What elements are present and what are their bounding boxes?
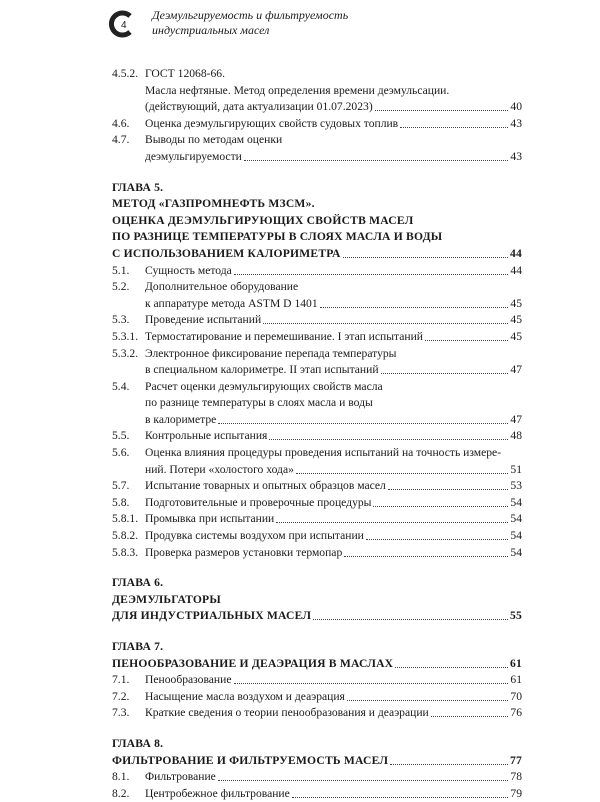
toc-leader-dots: [234, 263, 509, 275]
toc-entry-number: 5.8.1.: [112, 512, 139, 526]
toc-entry-title: Расчет оценки деэмульгирующих свойств масла: [145, 379, 383, 393]
toc-entry-title: Испытание товарных и опытных образцов масел: [145, 479, 386, 493]
toc-entry-line: [112, 428, 522, 445]
toc-page-number: 45: [510, 296, 522, 310]
spacer: [112, 166, 522, 180]
toc-entry-text: [145, 462, 522, 478]
chapter-page-number: 55: [510, 609, 522, 623]
chapter-title-text: [112, 608, 522, 624]
toc-entry-line: [112, 279, 522, 296]
toc-entry-number: 4.7.: [112, 133, 130, 147]
toc-entry-line: [112, 83, 522, 100]
toc-entry-text: [145, 786, 522, 802]
toc-entry-number: 7.3.: [112, 706, 130, 720]
toc-entry-text: [145, 412, 522, 428]
chapter-title-text: [112, 753, 522, 769]
chapter-label: [112, 736, 522, 753]
toc-entry-title: ний. Потери «холостого хода»: [145, 462, 294, 476]
toc-page-number: 43: [510, 116, 522, 130]
toc-entry-number: 7.1.: [112, 673, 130, 687]
chapter-page-number: 77: [510, 753, 522, 767]
toc-leader-dots: [263, 312, 508, 324]
toc-leader-dots: [381, 362, 509, 374]
toc-leader-dots: [400, 116, 508, 128]
chapter-title-line: [112, 656, 522, 673]
toc-entry-title: Подготовительные и проверочные процедуры: [145, 495, 372, 509]
toc-entry-number: 5.7.: [112, 479, 130, 493]
toc-leader-dots: [234, 672, 509, 684]
toc-entry-number: 5.4.: [112, 379, 130, 393]
toc-page-number: 61: [510, 673, 522, 687]
toc-entry-title: деэмульгируемости: [145, 149, 242, 163]
toc-page-number: 54: [510, 529, 522, 543]
toc-entry-line: [112, 263, 522, 280]
chapter-title-text: [112, 229, 522, 245]
toc-entry-title: Оценка влияния процедуры проведения испытаний на точность измере-: [145, 446, 502, 460]
toc-entry-line: [112, 66, 522, 83]
toc-entry-title: Продувка системы воздухом при испытании: [145, 529, 364, 543]
toc-leader-dots: [388, 478, 509, 490]
toc-leader-dots: [244, 149, 509, 161]
toc-entry-text: [145, 362, 522, 378]
toc-leader-dots: [395, 656, 508, 668]
toc-entry-text: [145, 495, 522, 511]
toc-entry-title: к аппаратуре метода ASTM D 1401: [145, 296, 318, 310]
chapter-label: [112, 180, 522, 197]
toc-entry-title: Сущность метода: [145, 263, 232, 277]
chapter-title-line: [112, 213, 522, 230]
toc-entry-title: (действующий, дата актуализации 01.07.2023): [145, 100, 373, 114]
chapter-label-text: ГЛАВА 7.: [112, 640, 164, 653]
toc-entry-title: Электронное фиксирование перепада температуры: [145, 346, 397, 360]
toc-entry-line: [112, 769, 522, 786]
toc-page-number: 45: [510, 329, 522, 343]
toc-page-number: 54: [510, 545, 522, 559]
toc-entry-number: 4.6.: [112, 116, 130, 130]
toc-entry-title: Оценка деэмульгирующих свойств судовых топлив: [145, 116, 399, 130]
chapter-title-text: [112, 213, 522, 229]
toc-entry-line: [112, 149, 522, 166]
chapter-title-line: [112, 592, 522, 609]
toc-leader-dots: [390, 753, 508, 765]
toc-entry-line: [112, 511, 522, 528]
toc-entry-text: [145, 705, 522, 721]
toc-entry-text: [145, 116, 522, 132]
toc-entry-text: [145, 769, 522, 785]
toc-entry-number: 5.6.: [112, 446, 130, 460]
toc-page-number: 48: [510, 429, 522, 443]
toc-leader-dots: [431, 705, 509, 717]
toc-leader-dots: [296, 462, 509, 474]
toc-entry-number: 8.2.: [112, 786, 130, 800]
chapter-title-text: [112, 246, 522, 262]
toc-entry-line: [112, 116, 522, 133]
toc-leader-dots: [425, 329, 508, 341]
chapter-title: МЕТОД «ГАЗПРОМНЕФТЬ МЗСМ».: [112, 197, 315, 211]
toc-leader-dots: [343, 246, 508, 258]
chapter-page-number: 44: [510, 246, 522, 260]
toc-page-number: 79: [510, 786, 522, 800]
toc-entry-title: Контрольные испытания: [145, 429, 268, 443]
toc-entry-number: 5.8.: [112, 495, 130, 509]
toc-page-number: 54: [510, 512, 522, 526]
toc-leader-dots: [320, 296, 509, 308]
toc-leader-dots: [375, 99, 509, 111]
toc-entry-title: Краткие сведения о теории пенообразования и деаэрации: [145, 706, 429, 720]
chapter-title-line: [112, 229, 522, 246]
chapter-title: ФИЛЬТРОВАНИЕ И ФИЛЬТРУЕМОСТЬ МАСЕЛ: [112, 753, 389, 767]
toc-page-number: 40: [510, 100, 522, 114]
toc-entry-number: 5.1.: [112, 263, 130, 277]
toc-leader-dots: [269, 428, 508, 440]
toc-leader-dots: [218, 769, 509, 781]
toc-entry-title: Промывка при испытании: [145, 512, 275, 526]
chapter-title-line: [112, 196, 522, 213]
toc-entry-line: [112, 528, 522, 545]
toc-entry-text: [145, 329, 522, 345]
chapter-page-number: 61: [510, 656, 522, 670]
toc-entry-line: [112, 445, 522, 462]
toc-page-number: 44: [510, 263, 522, 277]
toc-entry-title: Центробежное фильтрование: [145, 786, 290, 800]
spacer: [112, 561, 522, 575]
toc-entry-title: Термостатирование и перемешивание. I этап испытаний: [145, 329, 423, 343]
toc-leader-dots: [292, 786, 509, 798]
chapter-title-line: [112, 753, 522, 770]
toc-entry-line: [112, 379, 522, 396]
toc-entry-text: [145, 99, 522, 115]
toc-entry-text: [145, 263, 522, 279]
toc-entry-text: [145, 689, 522, 705]
chapter-label-text: ГЛАВА 6.: [112, 576, 164, 590]
toc-entry-text: [145, 545, 522, 561]
toc-entry-line: [112, 412, 522, 429]
toc-entry-line: [112, 346, 522, 363]
chapter-title-text: [112, 592, 522, 608]
chapter-logo-icon: [108, 10, 136, 38]
spacer: [112, 625, 522, 639]
toc-entry-title: в специальном калориметре. II этап испытаний: [145, 363, 379, 377]
toc-entry-line: [112, 689, 522, 706]
toc-entry-text: [145, 672, 522, 688]
chapter-title: ДЛЯ ИНДУСТРИАЛЬНЫХ МАСЕЛ: [112, 609, 312, 623]
toc-entry-title: Дополнительное оборудование: [145, 280, 299, 294]
chapter-label: [112, 639, 522, 656]
toc-entry-title: по разнице температуры в слоях масла и воды: [145, 396, 373, 410]
toc-leader-dots: [276, 511, 508, 523]
chapter-title: ОЦЕНКА ДЕЭМУЛЬГИРУЮЩИХ СВОЙСТВ МАСЕЛ: [112, 213, 414, 227]
toc-entry-number: 5.3.2.: [112, 346, 139, 360]
toc-entry-text: [145, 296, 522, 312]
chapter-label: [112, 575, 522, 592]
toc-entry-title: Масла нефтяные. Метод определения времени деэмульсации.: [145, 83, 450, 97]
toc-entry-number: 7.2.: [112, 689, 130, 703]
toc-entry-title: в калориметре: [145, 412, 217, 426]
toc-entry-number: 8.1.: [112, 770, 130, 784]
toc-entry-title: Фильтрование: [145, 770, 216, 784]
chapter-title-text: [112, 656, 522, 672]
toc-entry-text: [145, 528, 522, 544]
toc-entry-line: [112, 545, 522, 562]
toc-entry-number: 5.8.3.: [112, 545, 139, 559]
toc-entry-line: [112, 786, 522, 802]
toc-page-number: 53: [510, 479, 522, 493]
chapter-title: ДЕЭМУЛЬГАТОРЫ: [112, 592, 221, 606]
toc-entry-line: [112, 495, 522, 512]
toc-page-number: 76: [510, 706, 522, 720]
toc-leader-dots: [218, 412, 508, 424]
toc-entry-line: [112, 395, 522, 412]
toc-page-number: 78: [510, 770, 522, 784]
toc-entry-number: 5.3.: [112, 313, 130, 327]
toc-entry-number: 4.5.2.: [112, 67, 139, 80]
toc-entry-line: [112, 462, 522, 479]
toc-page-number: 45: [510, 313, 522, 327]
toc-entry-title: ГОСТ 12068-66.: [145, 67, 225, 80]
chapter-title-line: [112, 246, 522, 263]
chapter-title-line: [112, 608, 522, 625]
toc-entry-line: [112, 362, 522, 379]
toc-leader-dots: [344, 545, 508, 557]
toc-page-number: 43: [510, 149, 522, 163]
toc-entry-title: Насыщение масла воздухом и деаэрация: [145, 689, 345, 703]
toc-entry-line: [112, 312, 522, 329]
toc-leader-dots: [313, 608, 508, 620]
toc-entry-line: [112, 296, 522, 313]
chapter-label-text: ГЛАВА 8.: [112, 736, 164, 750]
toc-leader-dots: [366, 528, 509, 540]
toc-entry-text: [145, 312, 522, 328]
toc-entry-line: [112, 705, 522, 722]
toc-entry-line: [112, 478, 522, 495]
chapter-title: С ИСПОЛЬЗОВАНИЕМ КАЛОРИМЕТРА: [112, 246, 341, 260]
spacer: [112, 722, 522, 736]
toc-page-number: 70: [510, 689, 522, 703]
table-of-contents: [112, 66, 522, 802]
chapter-label-text: ГЛАВА 5.: [112, 180, 164, 194]
toc-entry-title: Пенообразование: [145, 673, 232, 687]
toc-entry-title: Проведение испытаний: [145, 313, 262, 327]
toc-entry-text: [145, 428, 522, 444]
running-title: Деэмульгируемость и фильтруемость индустриальных масел: [152, 8, 349, 37]
toc-entry-line: [112, 329, 522, 346]
chapter-title: ПО РАЗНИЦЕ ТЕМПЕРАТУРЫ В СЛОЯХ МАСЛА И ВОДЫ: [112, 230, 443, 244]
toc-entry-line: [112, 132, 522, 149]
toc-page-number: 54: [510, 495, 522, 509]
toc-page-number: 51: [510, 462, 522, 476]
toc-leader-dots: [347, 689, 509, 701]
toc-entry-number: 5.3.1.: [112, 329, 139, 343]
toc-entry-number: 5.2.: [112, 280, 130, 294]
toc-entry-title: Выводы по методам оценки: [145, 133, 283, 147]
toc-entry-title: Проверка размеров установки термопар: [145, 545, 343, 559]
toc-entry-text: [145, 478, 522, 494]
toc-page-number: 47: [510, 363, 522, 377]
chapter-title-text: [112, 196, 522, 212]
toc-entry-text: [145, 511, 522, 527]
toc-entry-line: [112, 672, 522, 689]
chapter-title: ПЕНООБРАЗОВАНИЕ И ДЕАЭРАЦИЯ В МАСЛАХ: [112, 656, 394, 670]
toc-entry-number: 5.5.: [112, 429, 130, 443]
toc-entry-text: [145, 149, 522, 165]
toc-entry-line: [112, 99, 522, 116]
svg-text:4: 4: [121, 20, 127, 31]
page-header: [0, 0, 600, 50]
toc-page-number: 47: [510, 412, 522, 426]
toc-leader-dots: [373, 495, 508, 507]
toc-entry-number: 5.8.2.: [112, 529, 139, 543]
